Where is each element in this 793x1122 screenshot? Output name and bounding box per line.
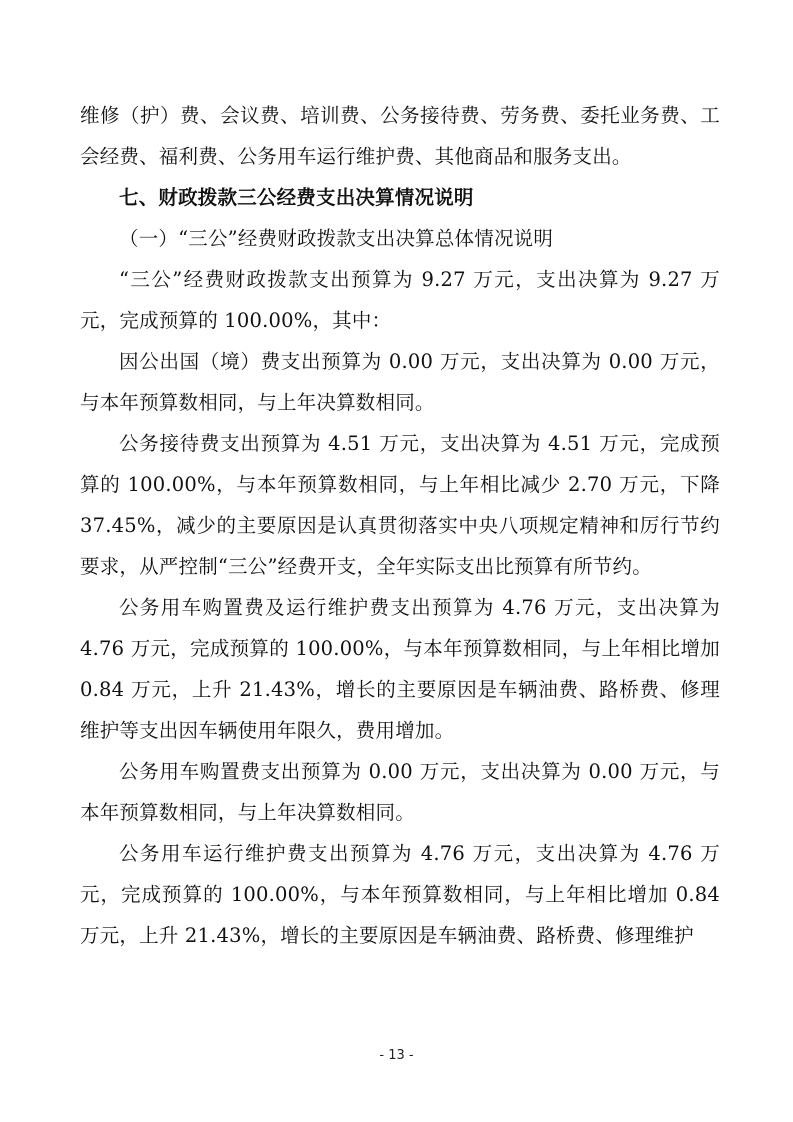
paragraph-continuation: 维修（护）费、会议费、培训费、公务接待费、劳务费、委托业务费、工会经费、福利费、公务用车运行维护费、其他商品和服务支出。 [80,104,720,168]
subsection-heading: （一）“三公”经费财政拨款支出决算总体情况说明 [119,227,554,250]
paragraph-vehicle-maintenance: 公务用车运行维护费支出预算为 4.76 万元，支出决算为 4.76 万元，完成预算的 100.00%，与本年预算数相同，与上年相比增加 0.84 万元，上升 21.43%，增长的主要原因是车辆油费、路桥费、修理维护 [80,842,720,947]
body-text [80,95,720,956]
paragraph-vehicle-purchase: 公务用车购置费支出预算为 0.00 万元，支出决算为 0.00 万元，与本年预算数相同，与上年决算数相同。 [80,760,720,824]
paragraph-total: “三公”经费财政拨款支出预算为 9.27 万元，支出决算为 9.27 万元，完成预算的 100.00%，其中： [80,268,720,332]
page-number: - 13 - [379,1048,414,1063]
paragraph-reception: 公务接待费支出预算为 4.51 万元，支出决算为 4.51 万元，完成预算的 100.00%，与本年预算数相同，与上年相比减少 2.70 万元，下降 37.45%，减少的主要原因是认真贯彻落实中央八项规定精神和厉行节约要求，从严控制“三公”经费开支，全年实际支出比预算有所节约。 [80,432,720,578]
section-heading: 七、财政拨款三公经费支出决算情况说明 [119,186,474,209]
paragraph-overseas: 因公出国（境）费支出预算为 0.00 万元，支出决算为 0.00 万元，与本年预算数相同，与上年决算数相同。 [80,350,720,414]
paragraph-vehicle-total: 公务用车购置费及运行维护费支出预算为 4.76 万元，支出决算为 4.76 万元，完成预算的 100.00%，与本年预算数相同，与上年相比增加 0.84 万元，上升 21.43%，增长的主要原因是车辆油费、路桥费、修理维护等支出因车辆使用年限久，费用增加。 [80,596,720,742]
